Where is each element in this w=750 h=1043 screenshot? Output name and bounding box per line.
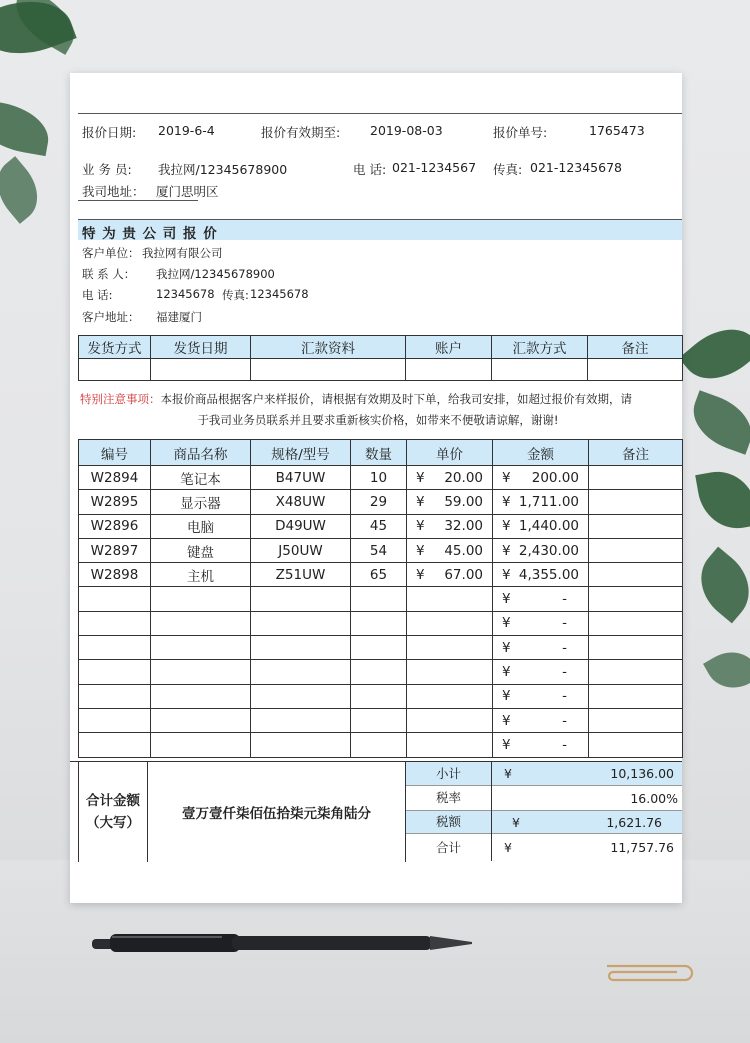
customer-unit: 我拉网有限公司 (142, 246, 223, 260)
pen-icon (92, 930, 480, 956)
item-amount-currency: ¥ (502, 639, 511, 656)
customer-contact: 我拉网/12345678900 (156, 267, 275, 281)
item-amount-empty: - (562, 736, 567, 753)
items-header-name: 商品名称 (151, 440, 251, 466)
total-label (78, 762, 148, 862)
company-phone: 021-1234567 (392, 160, 477, 175)
item-amount[interactable] (493, 611, 589, 635)
empty-cell[interactable] (589, 684, 683, 708)
item-amount-empty: - (562, 591, 567, 608)
items-header-amount: 金额 (493, 440, 589, 466)
item-amount-currency: ¥ (502, 566, 511, 583)
shipping-header-remit-method: 汇款方式 (492, 336, 588, 359)
notice-label: 特别注意事项： (80, 392, 161, 406)
items-table (78, 439, 683, 758)
table-row-empty (79, 733, 683, 757)
item-amount-empty: - (562, 664, 567, 681)
item-amount-empty: - (562, 639, 567, 656)
item-remark[interactable] (589, 514, 683, 538)
item-spec[interactable]: J50UW (251, 538, 351, 562)
item-amount-value: 1,440.00 (518, 518, 579, 535)
tax-rate-value: 16.00% (630, 790, 678, 806)
item-price-currency: ¥ (416, 542, 425, 559)
table-row-empty (79, 636, 683, 660)
valid-until-label: 报价有效期至: (261, 125, 341, 140)
item-remark[interactable] (589, 538, 683, 562)
item-spec[interactable]: B47UW (251, 466, 351, 490)
empty-cell[interactable] (407, 660, 493, 684)
quote-no-label: 报价单号: (493, 125, 548, 140)
tax-row (406, 810, 682, 834)
empty-cell[interactable] (589, 611, 683, 635)
item-qty[interactable]: 45 (351, 514, 407, 538)
empty-cell[interactable] (407, 708, 493, 732)
shipping-header-date: 发货日期 (151, 336, 251, 359)
empty-cell[interactable] (351, 587, 407, 611)
item-spec[interactable]: X48UW (251, 490, 351, 514)
item-amount-currency: ¥ (502, 712, 511, 729)
item-remark[interactable] (589, 563, 683, 587)
item-amount[interactable] (493, 514, 589, 538)
empty-cell[interactable] (79, 636, 151, 660)
paper-clip-icon (597, 960, 697, 984)
empty-cell[interactable] (151, 708, 251, 732)
shipping-header-account: 账户 (406, 336, 492, 359)
grand-total-value: 11,757.76 (610, 840, 674, 855)
tax-value: 1,621.76 (606, 814, 662, 830)
item-amount-currency: ¥ (502, 493, 511, 510)
customer-contact-label: 联 系 人： (82, 267, 136, 281)
item-name[interactable]: 显示器 (151, 490, 251, 514)
item-amount-value: 200.00 (531, 469, 579, 486)
totals-block (70, 761, 682, 861)
address-underline (78, 200, 198, 201)
item-amount-value: 2,430.00 (518, 542, 579, 559)
shipping-cell[interactable] (406, 359, 492, 381)
item-amount[interactable] (493, 587, 589, 611)
customer-fax: 12345678 (250, 287, 309, 301)
empty-cell[interactable] (151, 733, 251, 757)
item-price-value: 20.00 (444, 469, 483, 486)
item-name[interactable]: 笔记本 (151, 466, 251, 490)
empty-cell[interactable] (407, 636, 493, 660)
item-amount[interactable] (493, 708, 589, 732)
company-address: 厦门思明区 (156, 184, 219, 199)
item-amount[interactable] (493, 538, 589, 562)
item-amount-currency: ¥ (502, 615, 511, 632)
grand-total-currency: ¥ (504, 840, 512, 855)
item-price-value: 59.00 (444, 493, 483, 510)
empty-cell[interactable] (351, 684, 407, 708)
item-amount-currency: ¥ (502, 664, 511, 681)
item-amount-currency: ¥ (502, 688, 511, 705)
subtotal-row (406, 762, 682, 786)
item-no[interactable]: W2898 (79, 563, 151, 587)
item-price-value: 32.00 (444, 518, 483, 535)
item-remark[interactable] (589, 466, 683, 490)
item-amount-empty: - (562, 712, 567, 729)
item-spec[interactable]: Z51UW (251, 563, 351, 587)
subtotal-value: 10,136.00 (610, 766, 674, 781)
item-no[interactable]: W2896 (79, 514, 151, 538)
empty-cell[interactable] (351, 636, 407, 660)
item-amount[interactable] (493, 563, 589, 587)
grand-total-label: 合计 (406, 834, 492, 861)
item-no[interactable]: W2894 (79, 466, 151, 490)
empty-cell[interactable] (79, 733, 151, 757)
total-label-line-2: （大写） (86, 815, 140, 831)
item-amount-currency: ¥ (502, 469, 511, 486)
item-name[interactable]: 键盘 (151, 538, 251, 562)
item-amount[interactable] (493, 684, 589, 708)
table-row-empty (79, 587, 683, 611)
item-name[interactable]: 主机 (151, 563, 251, 587)
item-amount-empty: - (562, 688, 567, 705)
item-spec[interactable]: D49UW (251, 514, 351, 538)
empty-cell[interactable] (151, 587, 251, 611)
table-row-empty (79, 684, 683, 708)
item-price-value: 67.00 (444, 566, 483, 583)
empty-cell[interactable] (79, 660, 151, 684)
table-row (79, 490, 683, 514)
item-amount-empty: - (562, 615, 567, 632)
item-price-value: 45.00 (444, 542, 483, 559)
empty-cell[interactable] (251, 587, 351, 611)
shipping-cell[interactable] (588, 359, 683, 381)
empty-cell[interactable] (151, 684, 251, 708)
item-price[interactable] (407, 538, 493, 562)
totals-rows (406, 762, 682, 861)
item-amount[interactable] (493, 636, 589, 660)
item-no[interactable]: W2895 (79, 490, 151, 514)
item-amount-currency: ¥ (502, 542, 511, 559)
item-amount[interactable] (493, 733, 589, 757)
grand-total-row (406, 834, 682, 861)
items-header-remark: 备注 (589, 440, 683, 466)
item-price-currency: ¥ (416, 566, 425, 583)
customer-phone: 12345678 (156, 287, 215, 301)
empty-cell[interactable] (79, 684, 151, 708)
empty-cell[interactable] (79, 708, 151, 732)
item-price-currency: ¥ (416, 518, 425, 535)
items-header-qty: 数量 (351, 440, 407, 466)
tax-rate-label: 税率 (406, 786, 492, 810)
item-remark[interactable] (589, 490, 683, 514)
item-qty[interactable]: 54 (351, 538, 407, 562)
shipping-table (78, 335, 683, 381)
item-price-currency: ¥ (416, 469, 425, 486)
empty-cell[interactable] (251, 660, 351, 684)
customer-fax-label: 传真: (222, 288, 249, 302)
table-row-empty (79, 708, 683, 732)
item-amount-value: 4,355.00 (518, 566, 579, 583)
shipping-header-remark: 备注 (588, 336, 683, 359)
empty-cell[interactable] (251, 684, 351, 708)
shipping-cell[interactable] (79, 359, 151, 381)
empty-cell[interactable] (589, 733, 683, 757)
items-header-price: 单价 (407, 440, 493, 466)
uppercase-amount: 壹万壹仟柒佰伍拾柒元柒角陆分 (148, 762, 406, 862)
items-header-spec: 规格/型号 (251, 440, 351, 466)
item-amount-currency: ¥ (502, 591, 511, 608)
salesperson: 我拉网/12345678900 (158, 162, 288, 177)
shipping-header-remit-info: 汇款资料 (251, 336, 406, 359)
empty-cell[interactable] (407, 733, 493, 757)
customer-address-label: 客户地址： (82, 310, 140, 324)
table-row (79, 538, 683, 562)
table-row (79, 563, 683, 587)
salesperson-label: 业 务 员: (82, 162, 132, 177)
empty-cell[interactable] (79, 587, 151, 611)
company-fax-label: 传真: (493, 162, 523, 177)
item-qty[interactable]: 10 (351, 466, 407, 490)
customer-unit-label: 客户单位： (82, 246, 140, 260)
total-label-line-1: 合计金额 (86, 793, 140, 809)
item-qty[interactable]: 65 (351, 563, 407, 587)
empty-cell[interactable] (407, 684, 493, 708)
tax-label: 税额 (406, 810, 492, 834)
empty-cell[interactable] (151, 611, 251, 635)
item-name[interactable]: 电脑 (151, 514, 251, 538)
empty-cell[interactable] (151, 636, 251, 660)
item-amount[interactable] (493, 660, 589, 684)
empty-cell[interactable] (407, 611, 493, 635)
item-amount[interactable] (493, 466, 589, 490)
section-title: 特 为 贵 公 司 报 价 (82, 226, 218, 242)
table-row (79, 514, 683, 538)
item-amount-value: 1,711.00 (518, 493, 579, 510)
tax-rate-row (406, 786, 682, 810)
empty-cell[interactable] (589, 708, 683, 732)
item-price[interactable] (407, 514, 493, 538)
empty-cell[interactable] (251, 733, 351, 757)
subtotal-currency: ¥ (504, 766, 512, 781)
item-amount-currency: ¥ (502, 518, 511, 535)
item-price[interactable] (407, 466, 493, 490)
notice-line-2: 于我司业务员联系并且要求重新核实价格，如带来不便敬请谅解，谢谢! (197, 413, 559, 427)
empty-cell[interactable] (351, 708, 407, 732)
top-rule (78, 113, 682, 114)
quote-no: 1765473 (589, 123, 645, 138)
customer-address: 福建厦门 (156, 310, 202, 324)
item-qty[interactable]: 29 (351, 490, 407, 514)
empty-cell[interactable] (79, 611, 151, 635)
notice-text-1: 本报价商品根据客户来样报价，请根据有效期及时下单，给我司安排，如超过报价有效期，请 (160, 392, 632, 406)
item-amount-currency: ¥ (502, 736, 511, 753)
quotation-sheet (70, 73, 682, 903)
empty-cell[interactable] (351, 660, 407, 684)
empty-cell[interactable] (407, 587, 493, 611)
company-fax: 021-12345678 (530, 160, 622, 175)
table-row (79, 466, 683, 490)
item-price-currency: ¥ (416, 493, 425, 510)
company-phone-label: 电 话: (353, 162, 387, 177)
item-amount[interactable] (493, 490, 589, 514)
valid-until: 2019-08-03 (370, 123, 443, 138)
empty-cell[interactable] (251, 708, 351, 732)
empty-cell[interactable] (151, 660, 251, 684)
shipping-cell[interactable] (151, 359, 251, 381)
empty-cell[interactable] (351, 611, 407, 635)
empty-cell[interactable] (251, 636, 351, 660)
quote-date-label: 报价日期: (82, 125, 137, 140)
shipping-cell[interactable] (492, 359, 588, 381)
item-price[interactable] (407, 563, 493, 587)
table-row-empty (79, 611, 683, 635)
item-price[interactable] (407, 490, 493, 514)
empty-cell[interactable] (589, 636, 683, 660)
table-row-empty (79, 660, 683, 684)
empty-cell[interactable] (251, 611, 351, 635)
items-header-no: 编号 (79, 440, 151, 466)
quote-date: 2019-6-4 (158, 123, 215, 138)
tax-currency: ¥ (512, 814, 520, 830)
empty-cell[interactable] (589, 587, 683, 611)
shipping-cell[interactable] (251, 359, 406, 381)
item-no[interactable]: W2897 (79, 538, 151, 562)
empty-cell[interactable] (351, 733, 407, 757)
customer-phone-label: 电 话: (82, 288, 113, 302)
notice-line-1 (80, 391, 632, 407)
shipping-header-method: 发货方式 (79, 336, 151, 359)
company-address-label: 我司地址： (82, 184, 145, 199)
empty-cell[interactable] (589, 660, 683, 684)
subtotal-label: 小计 (406, 762, 492, 786)
